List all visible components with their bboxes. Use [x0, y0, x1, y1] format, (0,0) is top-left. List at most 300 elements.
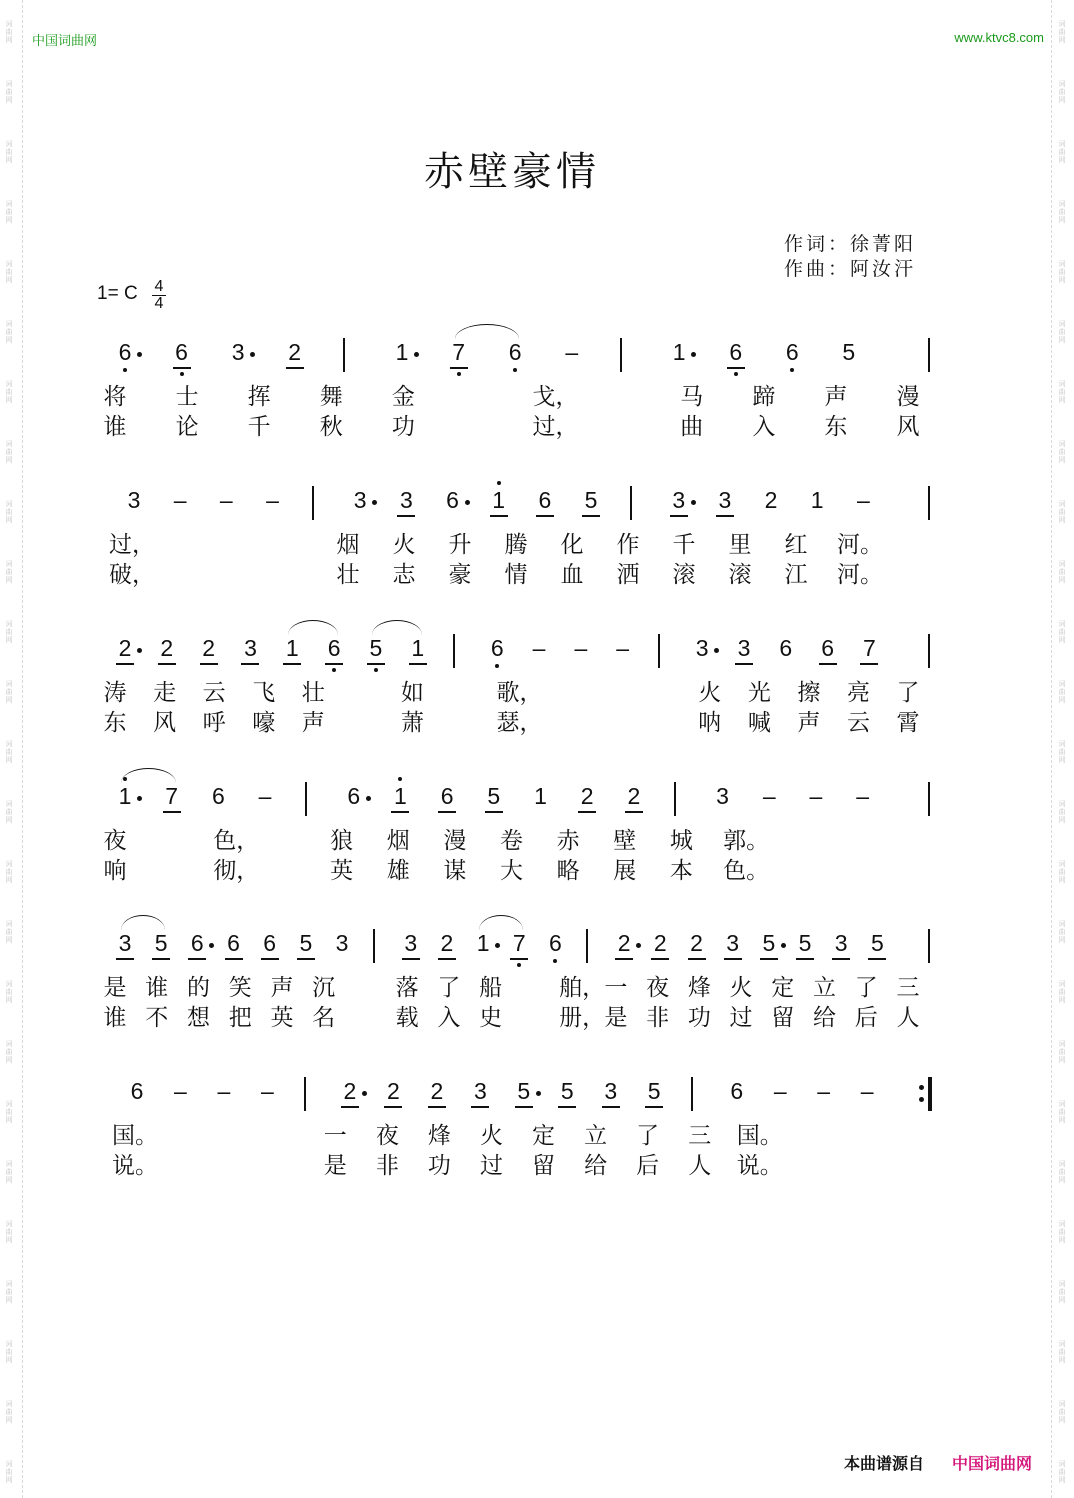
augmentation-dot — [137, 796, 142, 801]
augmentation-dot — [414, 352, 419, 357]
watermark-glyphs: 词 曲 网 — [1058, 860, 1066, 884]
note: 2 — [764, 487, 778, 513]
slur — [121, 768, 176, 783]
note: 6 — [113, 340, 137, 364]
lyric-syllable: 夜 — [103, 828, 127, 854]
watermark-glyphs: 词 曲 网 — [5, 1340, 13, 1364]
note: 2 — [343, 1078, 357, 1104]
note: 3 — [127, 487, 141, 513]
underline-beam — [819, 663, 837, 665]
lyric-syllable: 呐 — [698, 710, 722, 736]
dash-note: – — [173, 487, 187, 513]
lyric-syllable: 化 — [560, 532, 584, 558]
underline-beam — [152, 958, 170, 960]
lyric-syllable: 江 — [784, 562, 808, 588]
dash-note: – — [616, 635, 630, 661]
underline-beam — [471, 1106, 489, 1108]
barline — [620, 338, 622, 372]
lyric-syllable: 蹄 — [752, 384, 776, 410]
dash-note: – — [762, 783, 776, 809]
lyric-syllable: 雄 — [386, 858, 410, 884]
lyric-syllable: 给 — [584, 1153, 608, 1179]
lyric-syllable: 声 — [270, 975, 294, 1001]
watermark-glyphs: 词 曲 网 — [5, 440, 13, 464]
slur — [372, 620, 422, 635]
underline-beam — [367, 663, 385, 665]
lyric-syllable: 喊 — [747, 710, 771, 736]
note: 6 — [543, 931, 567, 955]
lyric-syllable: 火 — [698, 680, 722, 706]
lyric-syllable: 破， — [109, 562, 155, 588]
lyric-syllable: 呼 — [202, 710, 226, 736]
watermark-glyphs: 词 曲 网 — [5, 260, 13, 284]
watermark-glyphs: 词 曲 网 — [1058, 140, 1066, 164]
lyric-syllable: 一 — [604, 975, 628, 1001]
note: 5 — [487, 783, 501, 809]
dash-note: – — [856, 783, 870, 809]
watermark-glyphs: 词 曲 网 — [5, 620, 13, 644]
lyric-syllable: 里 — [728, 532, 752, 558]
watermark-glyphs: 词 曲 网 — [5, 980, 13, 1004]
note: 6 — [538, 487, 552, 513]
note: 6 — [170, 340, 194, 364]
underline-beam — [384, 1106, 402, 1108]
lyric-syllable: 过 — [729, 1005, 753, 1031]
lyric-syllable: 风 — [896, 414, 920, 440]
time-signature — [152, 280, 166, 311]
lyric-syllable: 漫 — [896, 384, 920, 410]
lyric-syllable: 火 — [392, 532, 416, 558]
underline-beam — [602, 1106, 620, 1108]
note: 5 — [299, 930, 313, 956]
lyric-syllable: 一 — [323, 1123, 347, 1149]
watermark-glyphs: 词 曲 网 — [1058, 680, 1066, 704]
underline-beam — [735, 663, 753, 665]
lyric-syllable: 立 — [584, 1123, 608, 1149]
watermark-glyphs: 词 曲 网 — [5, 80, 13, 104]
dash-note: – — [219, 487, 233, 513]
note: 2 — [288, 339, 302, 365]
lyric-syllable: 红 — [784, 532, 808, 558]
time-signature-bottom: 4 — [154, 295, 164, 312]
underline-beam — [536, 515, 554, 517]
barline — [305, 782, 307, 816]
slur — [455, 324, 520, 339]
note: 5 — [870, 930, 884, 956]
lyric-syllable: 了 — [636, 1123, 660, 1149]
note: 1 — [388, 784, 412, 808]
watermark-glyphs: 词 曲 网 — [1058, 1100, 1066, 1124]
underline-beam — [409, 663, 427, 665]
note: 5 — [517, 1078, 531, 1104]
barline — [373, 929, 375, 963]
barline — [343, 338, 345, 372]
note: 3 — [672, 487, 686, 513]
lyric-syllable: 立 — [813, 975, 837, 1001]
slur — [121, 915, 165, 930]
lyric-syllable: 舞 — [319, 384, 343, 410]
note: 1 — [810, 487, 824, 513]
lyric-syllable: 色， — [213, 828, 260, 854]
lyric-syllable: 功 — [427, 1153, 451, 1179]
dash-note: – — [565, 339, 579, 365]
site-name-link[interactable]: 中国词曲网 — [32, 33, 98, 48]
lyric-syllable: 萧 — [400, 710, 424, 736]
note: 2 — [617, 930, 631, 956]
underline-beam — [283, 663, 301, 665]
lyric-syllable: 谁 — [145, 975, 169, 1001]
barline — [928, 929, 930, 963]
watermark-glyphs: 词 曲 网 — [1058, 440, 1066, 464]
underline-beam — [625, 811, 643, 813]
lyric-syllable: 狼 — [330, 828, 354, 854]
lyric-syllable: 定 — [532, 1123, 556, 1149]
lyric-syllable: 腾 — [504, 532, 528, 558]
note: 6 — [724, 340, 748, 364]
augmentation-dot — [536, 1091, 541, 1096]
note: 6 — [440, 783, 454, 809]
lyric-syllable: 风 — [153, 710, 177, 736]
underline-beam — [615, 958, 633, 960]
note: 3 — [716, 783, 729, 809]
lyric-syllable: 谁 — [103, 1005, 127, 1031]
underline-beam — [158, 663, 176, 665]
note: 2 — [118, 635, 132, 661]
note: 1 — [113, 784, 137, 808]
lyric-syllable: 不 — [145, 1005, 169, 1031]
watermark-glyphs: 词 曲 网 — [1058, 1340, 1066, 1364]
watermark-glyphs: 词 曲 网 — [5, 1400, 13, 1424]
note: 3 — [244, 635, 257, 661]
watermark-glyphs: 词 曲 网 — [5, 1220, 13, 1244]
lyric-syllable: 人 — [688, 1153, 712, 1179]
watermark-glyphs: 词 曲 网 — [1058, 1460, 1066, 1484]
watermark-glyphs: 词 曲 网 — [1058, 380, 1066, 404]
watermark-glyphs: 词 曲 网 — [1058, 560, 1066, 584]
lyric-syllable: 了 — [896, 680, 920, 706]
lyricist-credit: 作词：徐菁阳 — [784, 233, 917, 255]
watermark-glyphs: 词 曲 网 — [1058, 1400, 1066, 1424]
end-repeat-barline — [928, 1077, 932, 1111]
lyric-syllable: 了 — [437, 975, 461, 1001]
note: 2 — [430, 1078, 444, 1104]
lyric-syllable: 彻， — [213, 858, 260, 884]
lyric-syllable: 东 — [824, 414, 848, 440]
lyric-syllable: 英 — [330, 858, 354, 884]
underline-beam — [116, 958, 134, 960]
lyric-syllable: 秋 — [319, 414, 343, 440]
dash-note: – — [266, 487, 279, 513]
lyric-syllable: 落 — [395, 975, 419, 1001]
lyric-syllable: 谁 — [103, 414, 127, 440]
lyric-syllable: 马 — [680, 384, 704, 410]
underline-beam — [173, 367, 191, 369]
lyric-syllable: 舶， — [559, 975, 606, 1001]
lyric-syllable: 色。 — [723, 858, 770, 884]
note: 1 — [395, 339, 409, 365]
augmentation-dot — [691, 500, 696, 505]
lyric-syllable: 云 — [846, 710, 870, 736]
watermark-glyphs: 词 曲 网 — [1058, 1280, 1066, 1304]
lyric-syllable: 戈， — [532, 384, 579, 410]
underline-beam — [558, 1106, 576, 1108]
lyric-syllable: 升 — [448, 532, 472, 558]
augmentation-dot — [495, 943, 500, 948]
lyric-syllable: 人 — [896, 1005, 920, 1031]
dash-note: – — [532, 635, 546, 661]
barline — [658, 634, 660, 668]
underline-beam — [397, 515, 415, 517]
dash-note: – — [217, 1078, 231, 1104]
augmentation-dot — [362, 1091, 367, 1096]
watermark-glyphs: 词 曲 网 — [5, 920, 13, 944]
note: 2 — [653, 930, 667, 956]
lyric-syllable: 如 — [400, 680, 424, 706]
note: 3 — [726, 930, 740, 956]
underline-beam — [688, 958, 706, 960]
watermark-glyphs: 词 曲 网 — [5, 560, 13, 584]
lyric-syllable: 后 — [636, 1153, 660, 1179]
note: 6 — [446, 487, 459, 513]
lyric-syllable: 曲 — [680, 414, 704, 440]
lyric-syllable: 火 — [729, 975, 753, 1001]
watermark-glyphs: 词 曲 网 — [1058, 1220, 1066, 1244]
underline-beam — [716, 515, 734, 517]
note: 6 — [347, 783, 361, 809]
lyric-syllable: 光 — [747, 680, 771, 706]
footer-site-link[interactable]: 中国词曲网 — [952, 1454, 1033, 1473]
dash-note: – — [773, 1078, 787, 1104]
lyric-syllable: 留 — [771, 1005, 795, 1031]
note: 7 — [863, 635, 876, 661]
augmentation-dot — [372, 500, 377, 505]
note: 5 — [154, 930, 168, 956]
lyric-syllable: 壁 — [613, 828, 637, 854]
watermark-glyphs: 词 曲 网 — [5, 20, 13, 44]
lyric-syllable: 金 — [391, 384, 415, 410]
lyric-syllable: 把 — [228, 1005, 252, 1031]
underline-beam — [578, 811, 596, 813]
repeat-dot — [919, 1085, 924, 1090]
note: 7 — [165, 783, 179, 809]
lyric-syllable: 非 — [375, 1153, 399, 1179]
lyric-syllable: 豪 — [448, 562, 472, 588]
underline-beam — [391, 811, 409, 813]
watermark-glyphs: 词 曲 网 — [5, 500, 13, 524]
lyric-syllable: 烽 — [687, 975, 711, 1001]
lyric-syllable: 功 — [687, 1005, 711, 1031]
lyric-syllable: 河。 — [837, 562, 883, 588]
lyric-syllable: 滚 — [728, 562, 752, 588]
barline — [928, 634, 930, 668]
note: 3 — [473, 1078, 487, 1104]
lyric-syllable: 留 — [532, 1153, 556, 1179]
underline-beam — [724, 958, 742, 960]
note: 1 — [672, 339, 686, 365]
lyric-syllable: 霄 — [896, 710, 920, 736]
lyric-syllable: 滚 — [672, 562, 696, 588]
barline — [312, 486, 314, 520]
lyric-syllable: 三 — [896, 975, 920, 1001]
lyric-syllable: 城 — [669, 828, 693, 854]
lyric-syllable: 名 — [312, 1005, 336, 1031]
underline-beam — [651, 958, 669, 960]
note: 6 — [227, 930, 240, 956]
lyric-syllable: 本 — [669, 858, 693, 884]
barline — [630, 486, 632, 520]
barline — [586, 929, 588, 963]
underline-beam — [760, 958, 778, 960]
lyric-syllable: 千 — [672, 532, 696, 558]
note: 2 — [160, 635, 174, 661]
lyric-syllable: 过， — [532, 414, 579, 440]
note: 2 — [202, 635, 216, 661]
underline-beam — [438, 811, 456, 813]
note: 3 — [737, 635, 751, 661]
watermark-glyphs: 词 曲 网 — [5, 1100, 13, 1124]
underline-beam — [582, 515, 600, 517]
lyric-syllable: 瑟， — [496, 710, 543, 736]
augmentation-dot — [636, 943, 641, 948]
lyric-syllable: 歌， — [496, 680, 543, 706]
lyric-syllable: 说。 — [736, 1153, 783, 1179]
note: 3 — [231, 339, 245, 365]
lyric-syllable: 河。 — [837, 532, 883, 558]
augmentation-dot — [137, 648, 142, 653]
lyric-syllable: 夜 — [375, 1123, 399, 1149]
repeat-dot — [919, 1097, 924, 1102]
note: 6 — [780, 340, 804, 364]
augmentation-dot — [465, 500, 470, 505]
watermark-glyphs: 词 曲 网 — [1058, 980, 1066, 1004]
augmentation-dot — [250, 352, 255, 357]
lyric-syllable: 三 — [688, 1123, 712, 1149]
watermark-glyphs: 词 曲 网 — [1058, 920, 1066, 944]
lyric-syllable: 擦 — [797, 680, 821, 706]
underline-beam — [163, 811, 181, 813]
lyric-syllable: 的 — [186, 975, 210, 1001]
dash-note: – — [258, 783, 272, 809]
lyric-syllable: 大 — [500, 858, 523, 884]
lyric-syllable: 英 — [270, 1005, 294, 1031]
lyric-syllable: 东 — [103, 710, 127, 736]
watermark-glyphs: 词 曲 网 — [1058, 200, 1066, 224]
watermark-glyphs: 词 曲 网 — [1058, 800, 1066, 824]
watermark-glyphs: 词 曲 网 — [5, 380, 13, 404]
lyric-syllable: 漫 — [443, 828, 467, 854]
note: 3 — [118, 930, 132, 956]
underline-beam — [225, 958, 243, 960]
underline-beam — [490, 515, 508, 517]
note: 5 — [584, 487, 598, 513]
note: 1 — [285, 635, 299, 661]
watermark-glyphs: 词 曲 网 — [5, 1460, 13, 1484]
augmentation-dot — [366, 796, 371, 801]
barline — [928, 486, 930, 520]
lyric-syllable: 功 — [391, 414, 415, 440]
lyric-syllable: 血 — [560, 562, 584, 588]
underline-beam — [860, 663, 878, 665]
dash-note: – — [574, 635, 588, 661]
note: 3 — [604, 1078, 618, 1104]
note: 6 — [485, 636, 509, 660]
lyric-syllable: 烟 — [336, 532, 360, 558]
watermark-glyphs: 词 曲 网 — [5, 320, 13, 344]
underline-beam — [515, 1106, 533, 1108]
augmentation-dot — [781, 943, 786, 948]
augmentation-dot — [714, 648, 719, 653]
dash-note: – — [260, 1078, 274, 1104]
augmentation-dot — [209, 943, 214, 948]
underline-beam — [796, 958, 814, 960]
lyric-syllable: 论 — [175, 414, 199, 440]
note: 6 — [779, 635, 793, 661]
underline-beam — [450, 367, 468, 369]
lyric-syllable: 后 — [854, 1005, 878, 1031]
note: 3 — [834, 930, 848, 956]
underline-beam — [438, 958, 456, 960]
barline — [674, 782, 676, 816]
note: 2 — [440, 930, 454, 956]
lyric-syllable: 云 — [202, 680, 226, 706]
note: 6 — [730, 1078, 744, 1104]
lyric-syllable: 册， — [559, 1005, 606, 1031]
dash-note: – — [174, 1078, 187, 1104]
lyric-syllable: 国。 — [736, 1123, 783, 1149]
lyric-syllable: 将 — [103, 384, 127, 410]
barline — [691, 1077, 693, 1111]
lyric-syllable: 郭。 — [723, 828, 770, 854]
lyric-syllable: 响 — [103, 858, 127, 884]
note: 6 — [821, 635, 835, 661]
lyric-syllable: 挥 — [247, 384, 271, 410]
lyric-syllable: 卷 — [500, 828, 523, 854]
slur — [288, 620, 338, 635]
note: 7 — [507, 931, 531, 955]
lyric-syllable: 沉 — [312, 975, 336, 1001]
lyric-syllable: 声 — [797, 710, 821, 736]
watermark-glyphs: 词 曲 网 — [5, 1040, 13, 1064]
note: 3 — [695, 635, 709, 661]
barline — [304, 1077, 306, 1111]
dash-note: – — [860, 1078, 874, 1104]
barline — [453, 634, 455, 668]
lyric-syllable: 赤 — [556, 828, 580, 854]
lyric-syllable: 说。 — [112, 1153, 158, 1179]
note: 2 — [690, 930, 703, 956]
lyric-syllable: 飞 — [252, 680, 276, 706]
underline-beam — [188, 958, 206, 960]
watermark-glyphs: 词 曲 网 — [1058, 620, 1066, 644]
underline-beam — [727, 367, 745, 369]
augmentation-dot — [137, 352, 142, 357]
lyric-syllable: 烟 — [386, 828, 410, 854]
note: 5 — [762, 930, 776, 956]
lyric-syllable: 史 — [479, 1005, 503, 1031]
barline — [928, 338, 930, 372]
site-url-link[interactable]: www.ktvc8.com — [954, 30, 1044, 45]
lyric-syllable: 火 — [479, 1123, 503, 1149]
note: 6 — [211, 783, 225, 809]
watermark-glyphs: 词 曲 网 — [1058, 80, 1066, 104]
watermark-glyphs: 词 曲 网 — [5, 800, 13, 824]
note: 3 — [404, 930, 418, 956]
watermark-glyphs: 词 曲 网 — [1058, 500, 1066, 524]
lyric-syllable: 入 — [437, 1005, 461, 1031]
note: 3 — [718, 487, 732, 513]
lyric-syllable: 壮 — [336, 562, 360, 588]
augmentation-dot — [691, 352, 696, 357]
